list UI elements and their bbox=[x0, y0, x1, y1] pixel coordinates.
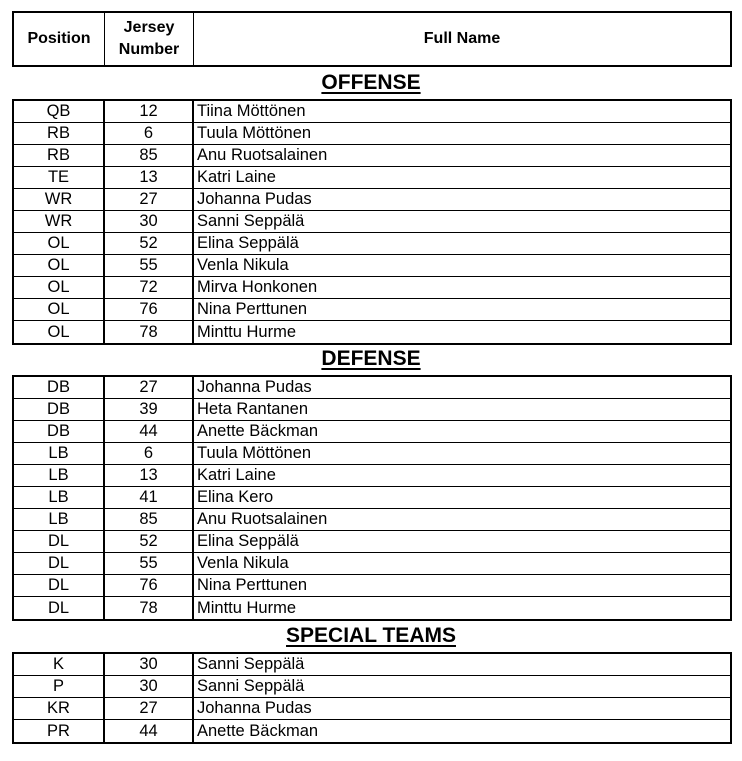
header-jersey-line2: Number bbox=[118, 41, 180, 58]
jersey-number-cell: 76 bbox=[105, 575, 194, 596]
full-name-cell: Nina Perttunen bbox=[197, 300, 308, 318]
section-title-special-teams bbox=[0, 623, 742, 649]
table-row bbox=[14, 553, 730, 575]
full-name-cell: Elina Seppälä bbox=[197, 532, 299, 550]
jersey-number-cell: 12 bbox=[105, 101, 194, 122]
jersey-number-cell: 39 bbox=[105, 399, 194, 420]
table-row bbox=[14, 575, 730, 597]
full-name-cell: Minttu Hurme bbox=[197, 322, 297, 341]
position-cell: OL bbox=[14, 277, 105, 298]
jersey-number-cell: 6 bbox=[105, 443, 194, 464]
table-row bbox=[14, 421, 730, 443]
position-cell: WR bbox=[14, 211, 105, 232]
full-name-cell: Heta Rantanen bbox=[197, 400, 308, 418]
table-row bbox=[14, 487, 730, 509]
table-row bbox=[14, 211, 730, 233]
full-name-cell: Elina Kero bbox=[197, 488, 274, 506]
table-row bbox=[14, 189, 730, 211]
header-jersey-number bbox=[105, 13, 194, 65]
table-row bbox=[14, 101, 730, 123]
position-cell: DB bbox=[14, 399, 105, 420]
full-name-cell: Johanna Pudas bbox=[197, 378, 312, 396]
jersey-number-cell: 13 bbox=[105, 465, 194, 486]
position-cell: DL bbox=[14, 531, 105, 552]
jersey-number-cell: 13 bbox=[105, 167, 194, 188]
position-cell: LB bbox=[14, 443, 105, 464]
table-row bbox=[14, 377, 730, 399]
table-row bbox=[14, 321, 730, 343]
full-name-cell: Minttu Hurme bbox=[197, 598, 297, 617]
full-name-cell: Nina Perttunen bbox=[197, 576, 308, 594]
full-name-cell: Anette Bäckman bbox=[197, 422, 319, 440]
table-row bbox=[14, 443, 730, 465]
table-row bbox=[14, 597, 730, 619]
jersey-number-cell: 55 bbox=[105, 553, 194, 574]
jersey-number-cell: 30 bbox=[105, 654, 194, 675]
position-cell: OL bbox=[14, 255, 105, 276]
position-cell: DL bbox=[14, 597, 105, 619]
jersey-number-cell: 78 bbox=[105, 321, 194, 343]
table-row bbox=[14, 299, 730, 321]
position-cell: RB bbox=[14, 123, 105, 144]
jersey-number-cell: 44 bbox=[105, 720, 194, 742]
position-cell: LB bbox=[14, 465, 105, 486]
position-cell: OL bbox=[14, 299, 105, 320]
defense-table bbox=[12, 375, 732, 621]
full-name-cell: Venla Nikula bbox=[197, 554, 289, 572]
offense-table bbox=[12, 99, 732, 345]
table-row bbox=[14, 167, 730, 189]
position-cell: K bbox=[14, 654, 105, 675]
full-name-cell: Katri Laine bbox=[197, 466, 276, 484]
jersey-number-cell: 52 bbox=[105, 233, 194, 254]
table-row bbox=[14, 698, 730, 720]
section-title-defense bbox=[0, 346, 742, 372]
section-title-text: SPECIAL TEAMS bbox=[286, 624, 456, 647]
position-cell: QB bbox=[14, 101, 105, 122]
position-cell: DL bbox=[14, 575, 105, 596]
table-row bbox=[14, 277, 730, 299]
jersey-number-cell: 72 bbox=[105, 277, 194, 298]
jersey-number-cell: 6 bbox=[105, 123, 194, 144]
position-cell: OL bbox=[14, 321, 105, 343]
table-row bbox=[14, 676, 730, 698]
table-row bbox=[14, 465, 730, 487]
jersey-number-cell: 55 bbox=[105, 255, 194, 276]
section-title-offense bbox=[0, 70, 742, 96]
position-cell: WR bbox=[14, 189, 105, 210]
jersey-number-cell: 85 bbox=[105, 509, 194, 530]
table-row bbox=[14, 145, 730, 167]
jersey-number-cell: 44 bbox=[105, 421, 194, 442]
position-cell: OL bbox=[14, 233, 105, 254]
full-name-cell: Tuula Möttönen bbox=[197, 124, 312, 142]
position-cell: P bbox=[14, 676, 105, 697]
table-row bbox=[14, 531, 730, 553]
position-cell: TE bbox=[14, 167, 105, 188]
full-name-cell: Mirva Honkonen bbox=[197, 278, 318, 296]
jersey-number-cell: 52 bbox=[105, 531, 194, 552]
full-name-cell: Anu Ruotsalainen bbox=[197, 146, 328, 164]
jersey-number-cell: 27 bbox=[105, 698, 194, 719]
position-cell: DL bbox=[14, 553, 105, 574]
table-row bbox=[14, 399, 730, 421]
jersey-number-cell: 30 bbox=[105, 676, 194, 697]
header-position: Position bbox=[14, 13, 105, 65]
section-title-text: OFFENSE bbox=[321, 71, 421, 94]
full-name-cell: Anette Bäckman bbox=[197, 721, 319, 740]
header-jersey-line1: Jersey bbox=[123, 19, 175, 36]
full-name-cell: Tiina Möttönen bbox=[197, 102, 306, 120]
position-cell: KR bbox=[14, 698, 105, 719]
jersey-number-cell: 41 bbox=[105, 487, 194, 508]
position-cell: DB bbox=[14, 421, 105, 442]
jersey-number-cell: 78 bbox=[105, 597, 194, 619]
full-name-cell: Anu Ruotsalainen bbox=[197, 510, 328, 528]
full-name-cell: Katri Laine bbox=[197, 168, 276, 186]
position-cell: LB bbox=[14, 509, 105, 530]
jersey-number-cell: 27 bbox=[105, 189, 194, 210]
full-name-cell: Sanni Seppälä bbox=[197, 677, 305, 695]
position-cell: DB bbox=[14, 377, 105, 398]
full-name-cell: Elina Seppälä bbox=[197, 234, 299, 252]
jersey-number-cell: 76 bbox=[105, 299, 194, 320]
table-row bbox=[14, 123, 730, 145]
table-row bbox=[14, 509, 730, 531]
table-row bbox=[14, 255, 730, 277]
full-name-cell: Sanni Seppälä bbox=[197, 212, 305, 230]
full-name-cell: Johanna Pudas bbox=[197, 190, 312, 208]
special-teams-table bbox=[12, 652, 732, 744]
jersey-number-cell: 30 bbox=[105, 211, 194, 232]
section-title-text: DEFENSE bbox=[321, 347, 421, 370]
table-row bbox=[14, 233, 730, 255]
jersey-number-cell: 85 bbox=[105, 145, 194, 166]
roster-header bbox=[12, 11, 732, 67]
jersey-number-cell: 27 bbox=[105, 377, 194, 398]
table-row bbox=[14, 720, 730, 742]
table-row bbox=[14, 654, 730, 676]
full-name-cell: Johanna Pudas bbox=[197, 699, 312, 717]
position-cell: PR bbox=[14, 720, 105, 742]
full-name-cell: Tuula Möttönen bbox=[197, 444, 312, 462]
full-name-cell: Venla Nikula bbox=[197, 256, 289, 274]
position-cell: RB bbox=[14, 145, 105, 166]
position-cell: LB bbox=[14, 487, 105, 508]
full-name-cell: Sanni Seppälä bbox=[197, 655, 305, 673]
header-full-name: Full Name bbox=[423, 30, 501, 47]
